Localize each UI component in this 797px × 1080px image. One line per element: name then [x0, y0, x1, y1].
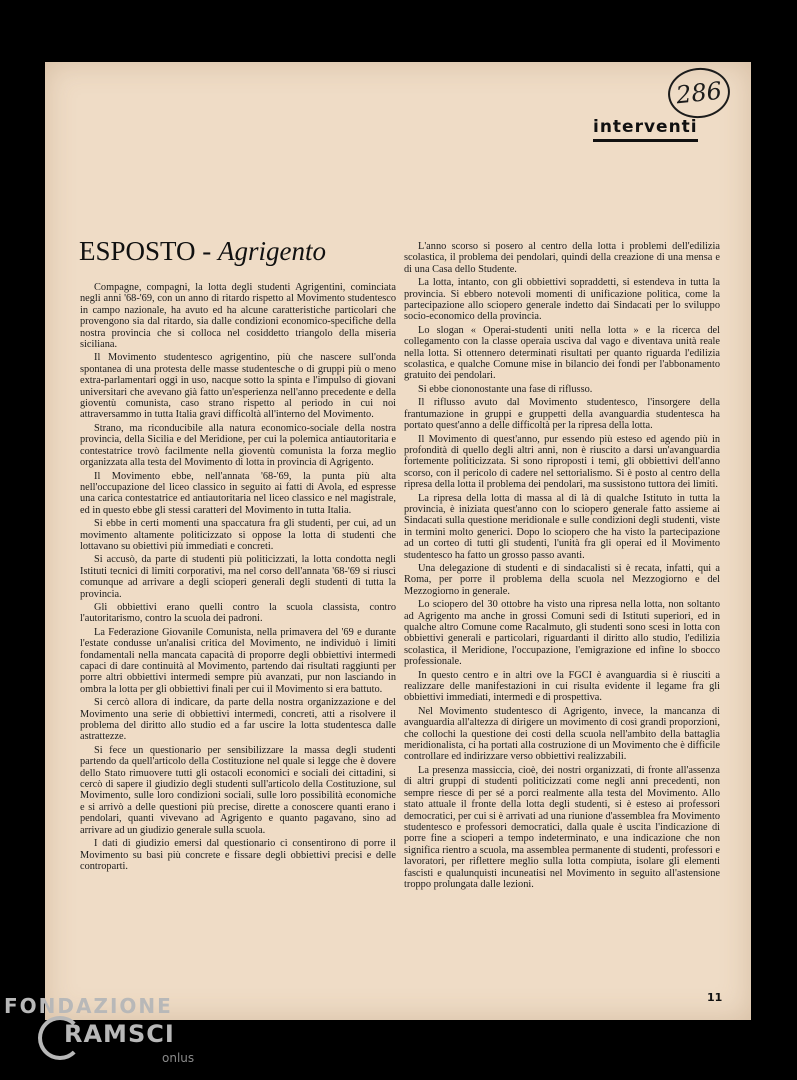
watermark-line2: RAMSCI: [64, 1020, 175, 1048]
right-column: [404, 241, 720, 892]
paragraph: Lo slogan « Operai-studenti uniti nella lotta » e la ricerca del collegamento con la classe operaia usciva dal vago e diventava unità reale nella lotta. Si ottennero determinati risultati per quanto riguarda l'edilizia scolastica, e qualche Comune mise in bilancio dei fondi per l'abbonamento gratuito dei pendolari.: [404, 324, 720, 382]
paragraph: Il Movimento studentesco agrigentino, più che nascere sull'onda spontanea di una protesta delle masse studentesche o di gruppi più o meno extra-parlamentari oggi in uso, nacque sotto la spinta e l'impulso di giovani universitari che avevano già fatto un'esperienza nell'anno precedente e della gioventù comunista, caso strano rispetto al periodo in cui noi attraversammo in tutta Italia gravi difficoltà all'interno del Movimento.: [80, 352, 396, 421]
watermark-logo: [4, 994, 195, 1065]
paragraph: Strano, ma riconducibile alla natura economico-sociale della nostra provincia, della Sicilia e del Meridione, per cui la polemica antiautoritaria e contestatrice trovò facilmente nella gioventù comunista la forza meglio organizzata alla testa del Movimento di lotta in provincia di Agrigento.: [80, 422, 396, 469]
paragraph: La ripresa della lotta di massa al di là di qualche Istituto in tutta la provincia, è iniziata quest'anno con lo sciopero generale fatto assieme ai Sindacati sulla questione meridionale e sulle condizioni degli studenti, viste in termini molto generici. Dopo lo sciopero che ha visto la partecipazione ad un corteo di tutti gli studenti, l'unità fra gli operai ed il Movimento studentesco ha fatto un grosso passo avanti.: [404, 492, 720, 561]
paragraph: Si cercò allora di indicare, da parte della nostra organizzazione e del Movimento una serie di obbiettivi intermedi, concreti, atti a risolvere il problema del diritto allo studio ed a far uscire la lotta studentesca dalle astrattezze.: [80, 697, 396, 743]
title-subtitle: Agrigento: [218, 236, 327, 266]
paragraph: Si accusò, da parte di studenti più politicizzati, la lotta condotta negli Istituti tecnici di limiti corporativi, ma nel corso dell'annata '68-'69 si riuscì comunque ad arrivare a degli scioperi generali degli studenti di tutta la provincia.: [80, 554, 396, 600]
paragraph: Una delegazione di studenti e di sindacalisti si è recata, infatti, qui a Roma, per porre il problema della scuola nel Mezzogiorno e del Mezzogiorno in generale.: [404, 562, 720, 597]
paragraph: Il Movimento ebbe, nell'annata '68-'69, la punta più alta nell'occupazione del liceo classico in seguito ai fatti di Avola, ed espresse una carica contestatrice ed antiautoritaria nel liceo classico e nel magistrale, ed in questo ebbe gli stessi caratteri del Movimento in tutta Italia.: [80, 470, 396, 516]
document-page: [45, 62, 751, 1020]
watermark-line1: FONDAZIONE: [4, 994, 173, 1018]
paragraph: In questo centro e in altri ove la FGCI è avanguardia si è riusciti a realizzare delle manifestazioni in cui risulta evidente il legame fra gli obbiettivi immediati, intermedi e di prospettiva.: [404, 669, 720, 704]
article-title: [79, 236, 326, 267]
paragraph: La Federazione Giovanile Comunista, nella primavera del '69 e durante l'estate condusse un'analisi critica del Movimento, ne individuò i limiti fondamentali nella mancata capacità di proporre degli obbiettivi intermedi capaci di dare continuità al Movimento, partendo dai risultati raggiunti per porre altri obbiettivi intermedi sempre più avanzati, pur non lasciando in ombra la lotta per gli obbiettivi finali per cui il Movimento si era battuto.: [80, 626, 396, 695]
paragraph: Gli obbiettivi erano quelli contro la scuola classista, contro l'autoritarismo, contro la scuola dei padroni.: [80, 601, 396, 625]
section-header: interventi: [593, 117, 698, 142]
paragraph: Il Movimento di quest'anno, pur essendo più esteso ed agendo più in profondità di quello degli altri anni, non è riuscito a darsi un'avanguardia fortemente politicizzata. Si sono riproposti i temi, gli obbiettivi dell'anno scorso, con il pericolo di cadere nel settorialismo. Si è posto al centro della ripresa della lotta il problema dei pendolari, ma sussistono tuttora dei limiti.: [404, 433, 720, 491]
paragraph: Si fece un questionario per sensibilizzare la massa degli studenti partendo da quell'articolo della Costituzione nel quale si legge che è dovere dello Stato rimuovere tutti gli ostacoli economici e sociali dei cittadini, si cercò di sapere il giudizio degli studenti sull'articolo della Costituzione, sul Movimento, sulle loro condizioni sociali, sulle loro possibilità economiche e si arrivò a delle questioni più precise, dirette a conoscere quanti erano i pendolari, quanti vivevano ad Agrigento e quanto pagavano, sino ad arrivare ad un giudizio generale sulla scuola.: [80, 744, 396, 836]
paragraph: I dati di giudizio emersi dal questionario ci consentirono di porre il Movimento su basi più concrete e fissare degli obbiettivi precisi e delle controparti.: [80, 838, 396, 872]
title-main: ESPOSTO: [79, 236, 196, 266]
paragraph: La presenza massiccia, cioè, dei nostri organizzati, di fronte all'assenza di altri gruppi di studenti politicizzati come negli anni precedenti, non sempre riesce di per sé a porci realmente alla testa del Movimento. Allo stato attuale il fronte della lotta degli studenti, si è esteso ai professori democratici, per cui si è arrivati ad una riunione d'assemblea fra Movimento studentesco e professori democratici, dalla quale è uscita l'indicazione di porre fine a scioperi a tempo indeterminato, e una indicazione che non significa rientro a scuola, ma assemblea permanente di studenti, professori e lavoratori, per riflettere meglio sulla lotta compiuta, isolare gli elementi fascisti e qualunquisti incuneatisi nel Movimento in seguito all'astensione troppo prolungata dalle lezioni.: [404, 764, 720, 890]
left-column: [80, 282, 396, 874]
paragraph: La lotta, intanto, con gli obbiettivi sopraddetti, si estendeva in tutta la provincia. Si ebbero notevoli momenti di unificazione politica, come la partecipazione allo sciopero generale indetto dai Sindacati per lo sviluppo socio-economico della provincia.: [404, 277, 720, 323]
paragraph: Nel Movimento studentesco di Agrigento, invece, la mancanza di avanguardia all'altezza di dirigere un movimento di così grandi proporzioni, che collochi la questione dei costi della scuola nell'ambito della battaglia meridionalista, ci ha portati alla costruzione di un Movimento che è difficile controllare ed indirizzare verso obbiettivi realizzabili.: [404, 705, 720, 763]
title-dash: -: [195, 236, 219, 266]
handwritten-page-number: 286: [666, 65, 733, 121]
paragraph: Lo sciopero del 30 ottobre ha visto una ripresa nella lotta, non soltanto ad Agrigento ma anche in grossi Comuni sedi di Istituti superiori, ed in qualche altro Comune come Racalmuto, gli studenti sono scesi in lotta con obbiettivi generali e particolari, riguardanti il diritto allo studio, l'edilizia scolastica, il Meridione, l'occupazione, l'emigrazione ed infine lo sbocco professionale.: [404, 599, 720, 668]
watermark-line3: onlus: [162, 1051, 195, 1065]
paragraph: Si ebbe in certi momenti una spaccatura fra gli studenti, per cui, ad un movimento altamente politicizzato si oppose la lotta di studenti che lottavano su obiettivi più immediati e concreti.: [80, 518, 396, 552]
paragraph: Si ebbe ciononostante una fase di riflusso.: [418, 383, 593, 395]
page-number: 11: [707, 991, 723, 1004]
paragraph: Compagne, compagni, la lotta degli studenti Agrigentini, cominciata negli anni '68-'69, con un anno di ritardo rispetto al Movimento studentesco in campo nazionale, ha avuto ed ha alcune caratteristiche particolari che provengono sia dal ritardo, sia dalle condizioni economico-specifiche della nostra provincia che si colloca nel cosiddetto triangolo della miseria siciliana.: [80, 282, 396, 351]
paragraph: Il riflusso avuto dal Movimento studentesco, l'insorgere della frantumazione in gruppi e gruppetti della avanguardia studentesca ha portato quest'anno a delle difficoltà per la ripresa della lotta.: [404, 397, 720, 432]
paragraph: L'anno scorso si posero al centro della lotta i problemi dell'edilizia scolastica, il problema dei pendolari, quindi della creazione di una mensa e di una Casa dello Studente.: [404, 241, 720, 275]
